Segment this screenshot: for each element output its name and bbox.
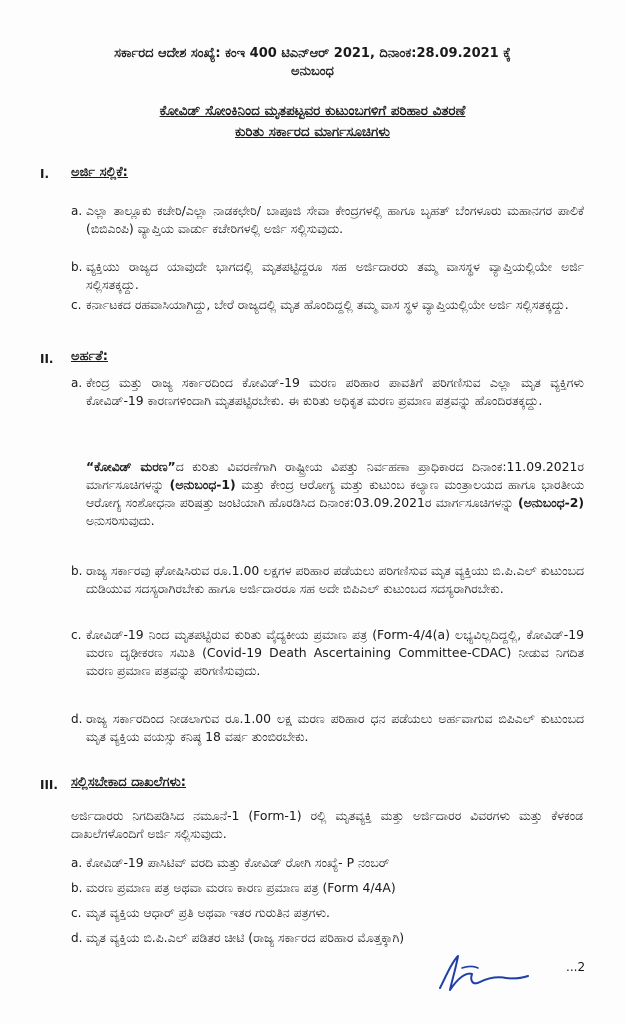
section-2-covid-death-note [86,458,584,530]
section-3-item-a-text: ಕೋವಿಡ್-19 ಪಾಸಿಟಿವ್ ವರದಿ ಮತ್ತು ಕೋವಿಡ್ ರೋಗಿ ಸಂಖ್ಯೆ- P ನಂಬರ್ [86,855,390,870]
section-2-item-d-label: d. [71,712,83,726]
section-1-number: I. [40,167,50,181]
section-3-heading: ಸಲ್ಲಿಸಬೇಕಾದ ದಾಖಲೆಗಳು: [71,775,186,790]
section-3-number: III. [40,778,58,792]
section-2-item-a-label: a. [71,376,83,390]
section-2-item-d-text: ರಾಜ್ಯ ಸರ್ಕಾರದಿಂದ ನೀಡಲಾಗುವ ರೂ.1.00 ಲಕ್ಷ ಮರಣ ಪರಿಹಾರ ಧನ ಪಡೆಯಲು ಅರ್ಹವಾಗುವ ಬಿಪಿಎಲ್ ಕುಟುಂಬದ ಮೃತ ವ್ಯಕ್ತಿಯ ವಯಸ್ಸು ಕನಿಷ್ಠ 18 ವರ್ಷ ತುಂಬಿರಬೇಕು. [86,711,584,744]
section-1-heading: ಅರ್ಜಿ ಸಲ್ಲಿಕೆ: [71,165,128,180]
note-text-part-1: ದ ಕುರಿತು ವಿವರಣೆಗಾಗಿ ರಾಷ್ಟ್ರೀಯ ವಿಪತ್ತು ನಿರ್ವಹಣಾ ಪ್ರಾಧಿಕಾರದ ದಿನಾಂಕ:11.09.2021ರ ಮಾರ್ಗಸೂಚಿಗಳನ್ನು [86,459,584,492]
section-2-number: II. [40,352,54,366]
section-2-heading: ಅರ್ಹತೆ: [71,349,108,364]
section-2-item-c-text: ಕೋವಿಡ್-19 ನಿಂದ ಮೃತಪಟ್ಟಿರುವ ಕುರಿತು ವೈದ್ಯಕೀಯ ಪ್ರಮಾಣ ಪತ್ರ (Form-4/4(a) ಲಭ್ಯವಿಲ್ಲದಿದ್ದಲ್ಲಿ, ಕೋವಿಡ್-19 ಮರಣ ದೃಢೀಕರಣ ಸಮಿತಿ (Covid-19 Death Ascertaining Committee-CDAC) ನೀಡುವ ನಿಗದಿತ ಮರಣ ಪ್ರಮಾಣ ಪತ್ರವನ್ನು ಪರಿಗಣಿಸುವುದು. [86,627,584,678]
section-2-item-b-label: b. [71,564,83,578]
document-title-line-1: ಕೋವಿಡ್ ಸೋಂಕಿನಿಂದ ಮೃತಪಟ್ಟವರ ಕುಟುಂಬಗಳಿಗೆ ಪರಿಹಾರ ವಿತರಣೆ [159,103,466,119]
section-3-item-c-label: c. [71,906,82,920]
section-3-item-c-text: ಮೃತ ವ್ಯಕ್ತಿಯ ಆಧಾರ್ ಪ್ರತಿ ಅಥವಾ ಇತರ ಗುರುತಿನ ಪತ್ರಗಳು. [86,905,330,920]
signature-icon [432,948,532,996]
section-2-item-c-label: c. [71,628,82,642]
section-1-item-a-label: a. [71,204,83,218]
section-3-item-b-label: b. [71,881,83,895]
section-2-item-b-text: ರಾಜ್ಯ ಸರ್ಕಾರವು ಘೋಷಿಸಿರುವ ರೂ.1.00 ಲಕ್ಷಗಳ ಪರಿಹಾರ ಪಡೆಯಲು ಪರಿಗಣಿಸುವ ಮೃತ ವ್ಯಕ್ತಿಯು ಬಿ.ಪಿ.ಎಲ್ ಕುಟುಂಬದ ದುಡಿಯುವ ಸದಸ್ಯರಾಗಿರಬೇಕು ಹಾಗೂ ಅರ್ಜಿದಾರರೂ ಸಹ ಅದೇ ಬಿಪಿಎಲ್ ಕುಟುಂಬದ ಸದಸ್ಯರಾಗಿರಬೇಕು. [86,563,584,596]
note-text-end: ಅನುಸರಿಸುವುದು. [86,513,155,528]
note-text-part-2: ಮತ್ತು ಕೇಂದ್ರ ಆರೋಗ್ಯ ಮತ್ತು ಕುಟುಂಬ ಕಲ್ಯಾಣ ಮಂತ್ರಾಲಯದ ಹಾಗೂ ಭಾರತೀಯ ಆರೋಗ್ಯ ಸಂಶೋಧನಾ ಪರಿಷತ್ತು ಜಂಟಿಯಾಗಿ ಹೊರಡಿಸಿದ ದಿನಾಂಕ:03.09.2021ರ ಮಾರ್ಗಸೂಚಿಗಳನ್ನು [86,477,584,510]
section-2-item-a-text: ಕೇಂದ್ರ ಮತ್ತು ರಾಜ್ಯ ಸರ್ಕಾರದಿಂದ ಕೋವಿಡ್-19 ಮರಣ ಪರಿಹಾರ ಪಾವತಿಗೆ ಪರಿಗಣಿಸುವ ಎಲ್ಲಾ ಮೃತ ವ್ಯಕ್ತಿಗಳು ಕೋವಿಡ್-19 ಕಾರಣಗಳಿಂದಾಗಿ ಮೃತಪಟ್ಟಿರಬೇಕು. ಈ ಕುರಿತು ಅಧಿಕೃತ ಮರಣ ಪ್ರಮಾಣ ಪತ್ರವನ್ನು ಹೊಂದಿರತಕ್ಕದ್ದು. [86,375,584,408]
document-title-line-2: ಕುರಿತು ಸರ್ಕಾರದ ಮಾರ್ಗಸೂಚಿಗಳು [235,124,390,140]
annexure-1-ref: (ಅನುಬಂಧ-1) [169,477,236,492]
section-3-item-b-text: ಮರಣ ಪ್ರಮಾಣ ಪತ್ರ ಅಥವಾ ಮರಣ ಕಾರಣ ಪ್ರಮಾಣ ಪತ್ರ (Form 4/4A) [86,880,396,895]
section-1-item-b-label: b. [71,260,83,274]
order-number-header: ಸರ್ಕಾರದ ಆದೇಶ ಸಂಖ್ಯೆ: ಕಂಇ 400 ಟಿಎನ್‌ಆರ್ 2021, ದಿನಾಂಕ:28.09.2021 ಕ್ಕೆ [114,46,511,61]
section-1-item-c-text: ಕರ್ನಾಟಕದ ರಹವಾಸಿಯಾಗಿದ್ದು, ಬೇರೆ ರಾಜ್ಯದಲ್ಲಿ ಮೃತ ಹೊಂದಿದ್ದಲ್ಲಿ ತಮ್ಮ ವಾಸ ಸ್ಥಳ ವ್ಯಾಪ್ತಿಯಲ್ಲಿಯೇ ಅರ್ಜಿ ಸಲ್ಲಿಸತಕ್ಕದ್ದು. [86,297,569,312]
annexure-2-ref: (ಅನುಬಂಧ-2) [518,495,584,510]
section-3-item-d-label: d. [71,931,83,945]
page-continuation-marker: ...2 [566,960,586,974]
section-3-item-a-label: a. [71,856,83,870]
section-3-item-d-text: ಮೃತ ವ್ಯಕ್ತಿಯ ಬಿ.ಪಿ.ಎಲ್ ಪಡಿತರ ಚೀಟಿ (ರಾಜ್ಯ ಸರ್ಕಾರದ ಪರಿಹಾರ ಮೊತ್ತಕ್ಕಾಗಿ) [86,930,405,945]
section-1-item-b-text: ವ್ಯಕ್ತಿಯು ರಾಜ್ಯದ ಯಾವುದೇ ಭಾಗದಲ್ಲಿ ಮೃತಪಟ್ಟಿದ್ದರೂ ಸಹ ಅರ್ಜಿದಾರರು ತಮ್ಮ ವಾಸಸ್ಥಳ ವ್ಯಾಪ್ತಿಯಲ್ಲಿಯೇ ಅರ್ಜಿ ಸಲ್ಲಿಸತಕ್ಕದ್ದು. [86,259,584,292]
annexure-label: ಅನುಬಂಧ [291,64,334,79]
section-1-item-a-text: ಎಲ್ಲಾ ತಾಲ್ಲೂಕು ಕಚೇರಿ/ಎಲ್ಲಾ ನಾಡಕಛೇರಿ/ ಬಾಪೂಜಿ ಸೇವಾ ಕೇಂದ್ರಗಳಲ್ಲಿ ಹಾಗೂ ಬೃಹತ್ ಬೆಂಗಳೂರು ಮಹಾನಗರ ಪಾಲಿಕೆ (ಬಿಬಿಎಂಪಿ) ವ್ಯಾಪ್ತಿಯ ವಾರ್ಡು ಕಚೇರಿಗಳಲ್ಲಿ ಅರ್ಜಿ ಸಲ್ಲಿಸುವುದು. [86,203,584,236]
covid-death-term: “ಕೋವಿಡ್ ಮರಣ” [86,459,176,474]
section-3-intro: ಅರ್ಜಿದಾರರು ನಿಗದಿಪಡಿಸಿದ ನಮೂನೆ-1 (Form-1) ರಲ್ಲಿ ಮೃತವ್ಯಕ್ತಿ ಮತ್ತು ಅರ್ಜಿದಾರರ ವಿವರಗಳು ಮತ್ತು ಕೆಳಕಂಡ ದಾಖಲೆಗಳೊಂದಿಗೆ ಅರ್ಜಿ ಸಲ್ಲಿಸುವುದು. [71,808,583,841]
section-1-item-c-label: c. [71,298,82,312]
